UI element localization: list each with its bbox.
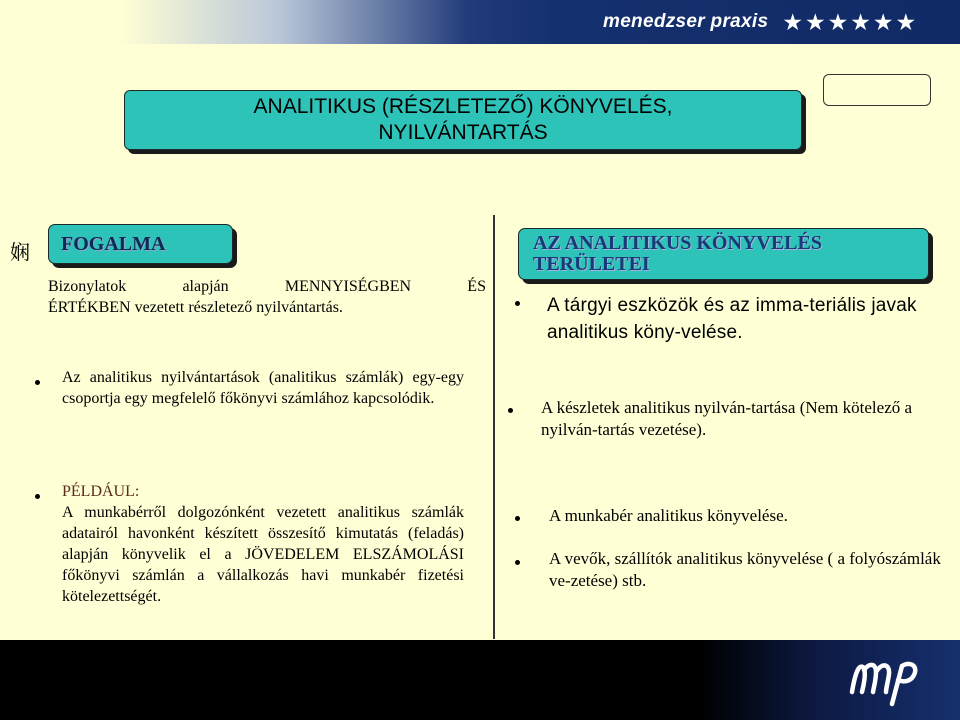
areas-heading-line-1: AZ ANALITIKUS KÖNYVELÉS (533, 232, 822, 254)
definition-line-2: ÉRTÉKBEN vezetett részletező nyilvántartás. (48, 299, 343, 316)
title-line-1: ANALITIKUS (RÉSZLETEZŐ) KÖNYVELÉS, (253, 95, 673, 118)
star-icon: ★ (804, 9, 826, 35)
bullet-icon (508, 408, 513, 413)
bullet-icon (515, 301, 520, 306)
bullet-icon (515, 560, 520, 565)
definition-word: ÉS (467, 278, 486, 295)
example-title: PÉLDÁUL: (62, 483, 140, 500)
mp-logo-icon (846, 650, 920, 710)
star-icon: ★ (782, 9, 803, 35)
definition-heading: FOGALMA (61, 233, 166, 255)
top-banner (0, 0, 960, 44)
stray-glyph: 娴 (10, 240, 30, 264)
bottom-banner (0, 640, 960, 720)
rating-stars (782, 11, 916, 34)
star-icon: ★ (872, 9, 894, 35)
area-item: A tárgyi eszközök és az imma-teriális javak analitikus köny-velése. (547, 295, 917, 343)
area-item: A munkabér analitikus könyvelése. (549, 506, 788, 525)
column-divider (493, 215, 495, 639)
title-line-2: NYILVÁNTARTÁS (378, 121, 548, 144)
area-item: A vevők, szállítók analitikus könyvelése ( a folyószámlák ve-zetése) stb. (549, 549, 941, 590)
areas-heading-line-2: TERÜLETEI (533, 253, 650, 275)
areas-heading (533, 233, 822, 275)
area-item: A készletek analitikus nyilván-tartása (Nem kötelező a nyilván-tartás vezetése). (541, 398, 913, 439)
definition-line-1 (48, 276, 486, 297)
star-icon: ★ (895, 9, 917, 35)
definition-text (48, 276, 486, 318)
slide-title-box (124, 90, 802, 150)
definition-word: Bizonylatok (48, 278, 127, 295)
slide-title (133, 94, 793, 146)
star-icon: ★ (827, 9, 849, 35)
brand-logo (603, 6, 916, 38)
definition-word: MENNYISÉGBEN (284, 278, 412, 295)
example-block (62, 481, 464, 607)
definition-word: alapján (182, 278, 229, 295)
example-text: A munkabérről dolgozónként vezetett analitikus számlák adatairól havonként készített összesítő kimutatás (feladás) alapján könyvelik el a JÖVEDELEM ELSZÁMOLÁSI főkönyvi számlán a vállalkozás havi munkabér fizetési kötelezettségét. (62, 504, 464, 605)
brand-name: menedzser praxis (603, 11, 769, 32)
empty-placeholder-box (823, 74, 931, 106)
definition-heading-box (48, 224, 233, 264)
analytic-note: Az analitikus nyilvántartások (analitikus számlák) egy-egy csoportja egy megfelelő főkönyvi számlához kapcsolódik. (62, 369, 464, 407)
bullet-icon (35, 380, 40, 385)
bullet-icon (35, 494, 40, 499)
areas-heading-box (518, 228, 929, 280)
bullet-icon (515, 516, 520, 521)
star-icon: ★ (850, 9, 871, 35)
